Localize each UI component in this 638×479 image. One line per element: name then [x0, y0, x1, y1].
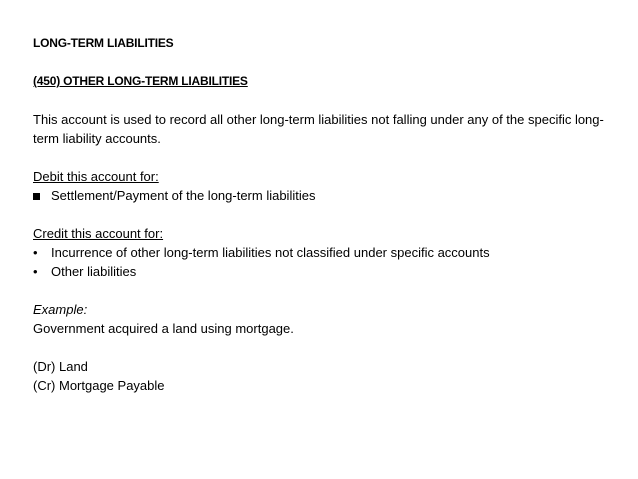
bullet-icon: •: [33, 264, 38, 279]
journal-entry-credit: (Cr) Mortgage Payable: [33, 378, 165, 393]
page-title: LONG-TERM LIABILITIES: [33, 36, 174, 50]
bullet-icon: •: [33, 245, 38, 260]
debit-item: [33, 186, 608, 205]
credit-item: [33, 243, 608, 262]
example-label: Example:: [33, 302, 88, 317]
account-subtitle: (450) OTHER LONG-TERM LIABILITIES: [33, 74, 248, 88]
square-bullet-icon: [33, 193, 40, 200]
credit-item-text: Incurrence of other long-term liabilities not classified under specific accounts: [51, 245, 490, 260]
debit-item-text: Settlement/Payment of the long-term liabilities: [51, 188, 316, 203]
credit-item-text: Other liabilities: [51, 264, 137, 279]
example-text: Government acquired a land using mortgage.: [33, 321, 294, 336]
credit-item: [33, 262, 608, 281]
debit-heading: Debit this account for:: [33, 169, 159, 184]
journal-entry-debit: (Dr) Land: [33, 359, 88, 374]
credit-heading: Credit this account for:: [33, 226, 164, 241]
account-description: This account is used to record all other long-term liabilities not falling under any of the specific long-term liability accounts.: [33, 112, 604, 146]
